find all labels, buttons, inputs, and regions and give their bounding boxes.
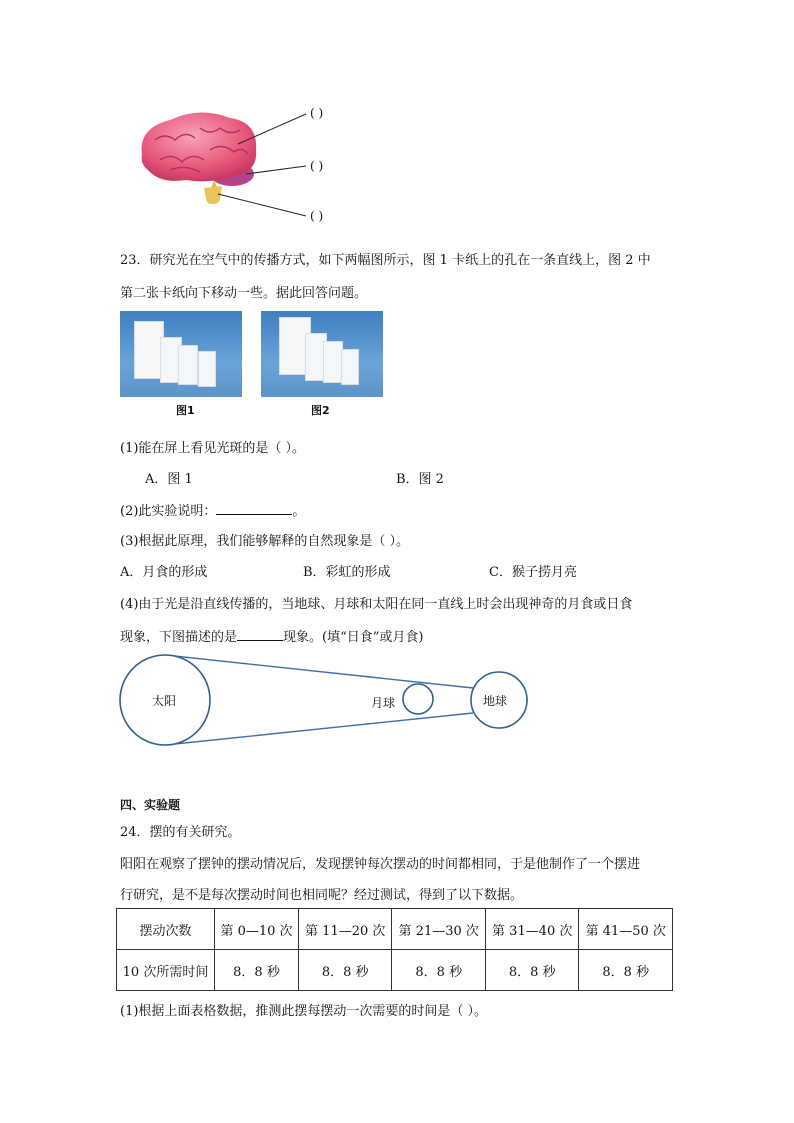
brain-diagram [130, 100, 380, 230]
figure-2-caption: 图2 [311, 404, 330, 417]
q23-sub3-option-b[interactable]: B．彩虹的形成 [303, 565, 391, 580]
q23-sub3-option-a[interactable]: A．月食的形成 [120, 565, 208, 580]
q23-sub4-suffix: 现象。(填“日食”或月食) [283, 630, 424, 645]
q23-sub4-line-2 [120, 626, 423, 645]
section-4-title: 四、实验题 [120, 798, 181, 812]
figure-1-photo [120, 311, 242, 397]
sun-label: 太阳 [152, 694, 177, 708]
table-cell: 8．8 秒 [579, 950, 673, 991]
brain-blank-1[interactable]: ( ) [310, 106, 324, 120]
eclipse-upper-ray [165, 655, 473, 688]
brain-pointer-line-3 [218, 194, 306, 216]
q23-stem-line-2: 第二张卡纸向下移动一些。据此回答问题。 [120, 286, 368, 301]
table-header-cell: 第 31—40 次 [485, 909, 579, 950]
q23-sub2-prefix: (2)此实验说明： [120, 504, 217, 519]
table-header-row [117, 909, 673, 950]
table-cell: 8．8 秒 [485, 950, 579, 991]
table-header-cell: 第 21—30 次 [392, 909, 486, 950]
brain-blank-2[interactable]: ( ) [310, 159, 324, 173]
q23-sub4-line-1: (4)由于光是沿直线传播的，当地球、月球和太阳在同一直线上时会出现神奇的月食或日食 [120, 597, 633, 612]
brain-blank-3[interactable]: ( ) [310, 209, 324, 223]
q23-sub4-blank[interactable] [237, 628, 283, 641]
figure-2-card-c [341, 349, 359, 385]
q23-sub2-suffix: 。 [292, 504, 306, 519]
brain-image [142, 112, 257, 204]
q23-sub1-option-b[interactable]: B．图 2 [396, 472, 444, 487]
q23-stem-line-1: 23．研究光在空气中的传播方式，如下两幅图所示，图 1 卡纸上的孔在一条直线上，图 2 中 [120, 253, 651, 268]
q23-sub2 [120, 500, 305, 519]
q24-title: 24．摆的有关研究。 [120, 825, 241, 840]
table-cell: 8．8 秒 [215, 950, 299, 991]
brain-pointer-line-2 [246, 166, 306, 174]
figure-2-photo [261, 311, 383, 397]
table-header-cell: 第 11—20 次 [298, 909, 392, 950]
table-cell: 8．8 秒 [392, 950, 486, 991]
table-row [117, 950, 673, 991]
table-cell: 10 次所需时间 [117, 950, 215, 991]
q23-sub1-option-a[interactable]: A．图 1 [145, 472, 193, 487]
figure-2-card-b [323, 341, 343, 383]
figure-1-caption: 图1 [176, 404, 195, 417]
table-cell: 8．8 秒 [298, 950, 392, 991]
moon-circle [403, 684, 433, 714]
earth-label: 地球 [483, 694, 508, 708]
q23-sub4-prefix: 现象，下图描述的是 [120, 630, 238, 645]
q23-sub2-blank[interactable] [216, 502, 292, 515]
table-header-cell: 第 0—10 次 [215, 909, 299, 950]
figure-1-card-b [178, 345, 198, 385]
table-header-cell: 第 41—50 次 [579, 909, 673, 950]
figure-1-card-c [198, 351, 216, 387]
q24-sub1: (1)根据上面表格数据，推测此摆每摆动一次需要的时间是（ ）。 [120, 1004, 488, 1019]
q23-sub1: (1)能在屏上看见光斑的是（ ）。 [120, 441, 306, 456]
pendulum-table [116, 908, 673, 991]
moon-label: 月球 [371, 696, 396, 710]
table-header-cell: 摆动次数 [117, 909, 215, 950]
q24-para-line-1: 阳阳在观察了摆钟的摆动情况后，发现摆钟每次摆动的时间都相同，于是他制作了一个摆进 [120, 857, 641, 872]
q24-para-line-2: 行研究，是不是每次摆动时间也相同呢？经过测试，得到了以下数据。 [120, 888, 524, 903]
q23-sub3: (3)根据此原理，我们能够解释的自然现象是（ ）。 [120, 534, 410, 549]
q23-sub3-option-c[interactable]: C．猴子捞月亮 [489, 565, 577, 580]
eclipse-lower-ray [165, 713, 473, 745]
